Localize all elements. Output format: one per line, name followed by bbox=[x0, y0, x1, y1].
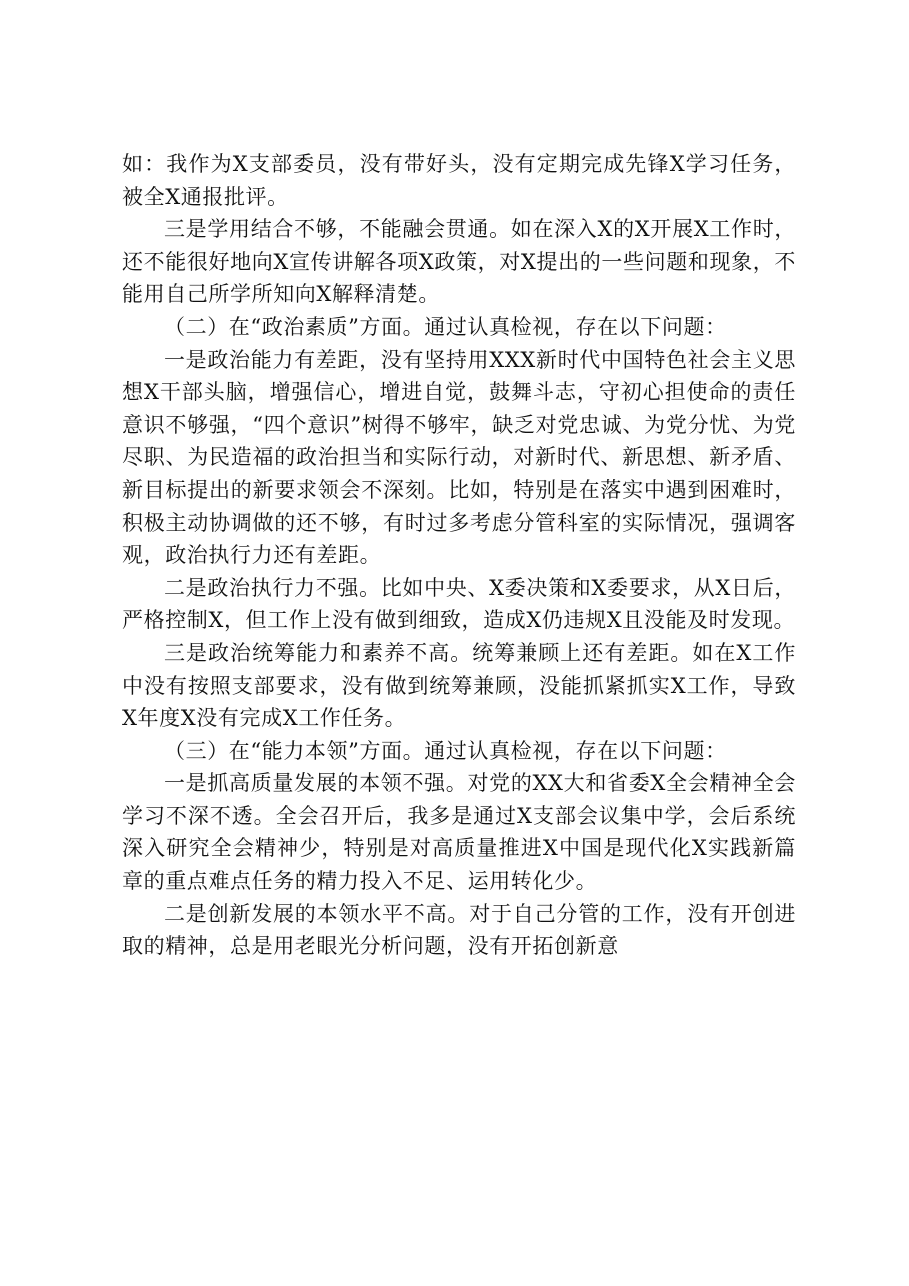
paragraph-continuation: 如：我作为X支部委员，没有带好头，没有定期完成先锋X学习任务，被全X通报批评。 bbox=[122, 152, 796, 209]
paragraph-political-execution: 二是政治执行力不强。比如中央、X委决策和X委要求，从X日后，严格控制X，但工作上没有做到细致，造成X仍违规X且没能及时发现。 bbox=[122, 575, 796, 633]
paragraph-political-ability: 一是政治能力有差距，没有坚持用XXX新时代中国特色社会主义思想X干部头脑，增强信心，增进自觉，鼓舞斗志，守初心担使命的责任意识不够强，“四个意识”树得不够牢，缺乏对党忠诚、为党分忧、为党尽职、为民造福的政治担当和实际行动，对新时代、新思想、新矛盾、新目标提出的新要求领会不深刻。比如，特别是在落实中遇到困难时，积极主动协调做的还不够，有时过多考虑分管科室的实际情况，强调客观，政治执行力还有差距。 bbox=[122, 347, 796, 568]
document-body bbox=[122, 148, 796, 963]
section-heading-political-quality: （二）在“政治素质”方面。通过认真检视，存在以下问题： bbox=[164, 314, 727, 339]
paragraph-political-coordination: 三是政治统筹能力和素养不高。统筹兼顾上还有差距。如在X工作中没有按照支部要求，没有做到统筹兼顾，没能抓紧抓实X工作，导致X年度X没有完成X工作任务。 bbox=[122, 640, 796, 731]
paragraph-innovation: 二是创新发展的本领水平不高。对于自己分管的工作，没有开创进取的精神，总是用老眼光分析问题，没有开拓创新意 bbox=[122, 901, 796, 959]
section-heading-capability: （三）在“能力本领”方面。通过认真检视，存在以下问题： bbox=[164, 738, 727, 763]
paragraph-high-quality-development: 一是抓高质量发展的本领不强。对党的XX大和省委X全会精神全会学习不深不透。全会召开后，我多是通过X支部会议集中学，会后系统深入研究全会精神少，特别是对高质量推进X中国是现代化X实践新篇章的重点难点任务的精力投入不足、运用转化少。 bbox=[122, 771, 796, 894]
paragraph-study-application: 三是学用结合不够，不能融会贯通。如在深入X的X开展X工作时，还不能很好地向X宣传讲解各项X政策，对X提出的一些问题和现象，不能用自己所学所知向X解释清楚。 bbox=[122, 217, 796, 307]
